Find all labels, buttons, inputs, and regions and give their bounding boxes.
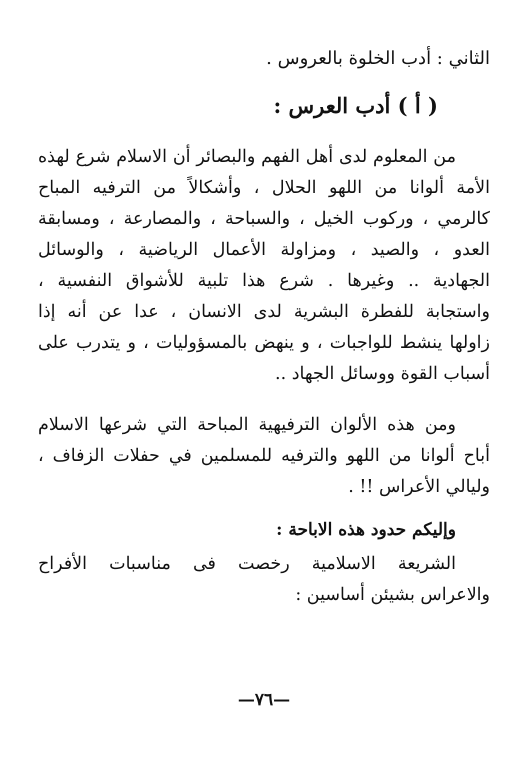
paragraph-line: الشريعة الاسلامية رخصت فى مناسبات الأفراح xyxy=(38,554,456,574)
sub-heading: وإليكم حدود هذه الاباحة : xyxy=(276,520,456,540)
paragraph-line: من المعلوم لدى أهل الفهم والبصائر أن الاسلام شرع لهذه xyxy=(38,147,456,167)
paragraph-line: زاولها ينشط للواجبات ، و ينهض بالمسؤوليات ، و يتدرب على xyxy=(38,333,490,353)
section-heading: ( أ ) أدب العرس : xyxy=(273,93,438,118)
page-number: —٧٦— xyxy=(237,690,291,710)
paragraph-line: أسباب القوة ووسائل الجهاد .. xyxy=(275,364,490,384)
paragraph-1 xyxy=(38,142,490,390)
paragraph-line: الجهادية .. وغيرها . شرع هذا تلبية للأشواق النفسية ، xyxy=(38,271,490,291)
paragraph-line: العدو ، والصيد ، ومزاولة الأعمال الرياضية ، والوسائل xyxy=(38,240,490,260)
paragraph-line: كالرمي ، وركوب الخيل ، والسباحة ، والمصارعة ، ومسابقة xyxy=(38,209,490,229)
paragraph-line: وليالي الأعراس !! . xyxy=(348,477,490,497)
closing-paragraph xyxy=(38,549,490,611)
paragraph-line: ومن هذه الألوان الترفيهية المباحة التي شرعها الاسلام xyxy=(38,415,456,435)
paragraph-line: الأمة ألوانا من اللهو الحلال ، وأشكالاً من الترفيه المباح xyxy=(38,178,490,198)
paragraph-2 xyxy=(38,410,490,503)
intro-line: الثاني : أدب الخلوة بالعروس . xyxy=(266,48,490,69)
paragraph-line: والاعراس بشيئن أساسين : xyxy=(295,585,490,605)
paragraph-line: أباح ألوانا من اللهو والترفيه للمسلمين في حفلات الزفاف ، xyxy=(38,446,490,466)
paragraph-line: واستجابة للفطرة البشرية لدى الانسان ، عدا عن أنه إذا xyxy=(38,302,490,322)
